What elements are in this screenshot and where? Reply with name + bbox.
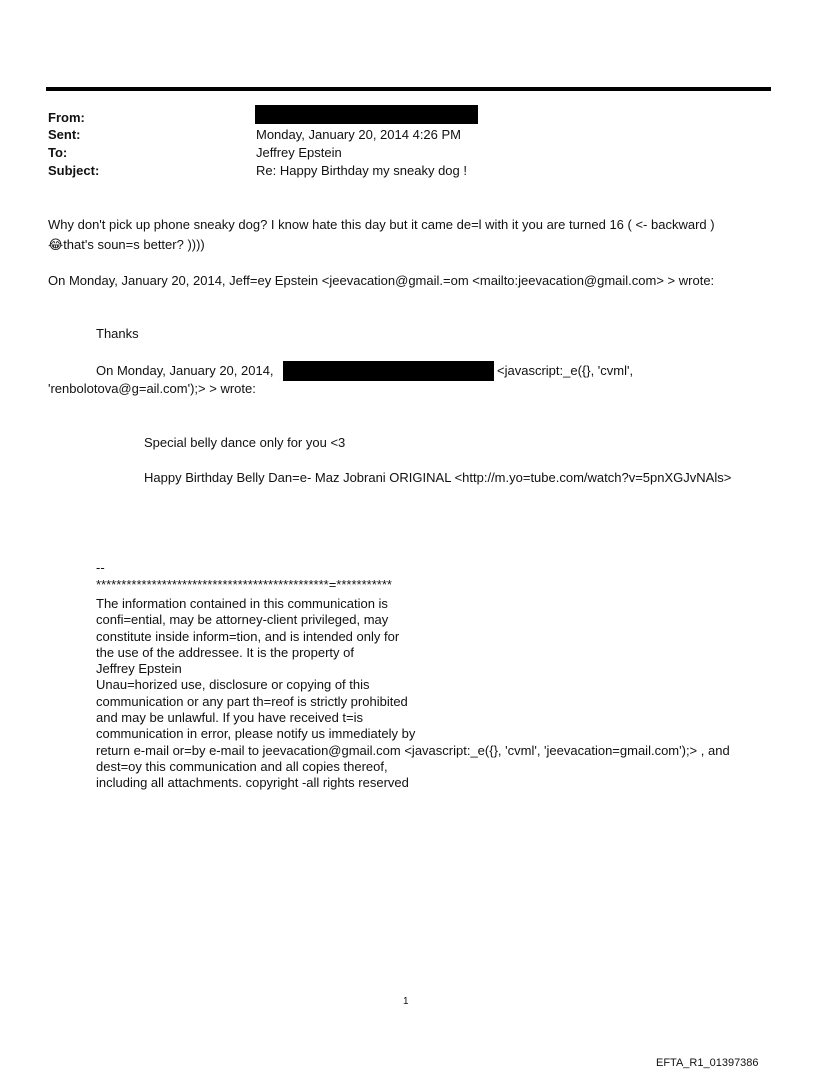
- quote-header-1: On Monday, January 20, 2014, Jeff=ey Epstein <jeevacation@gmail.=om <mailto:jeevacation@gmail.com> > wrote:: [48, 273, 715, 288]
- disclaimer-line: including all attachments. copyright -all rights reserved: [96, 775, 409, 791]
- special-text: Special belly dance only for you <3: [144, 435, 346, 450]
- from-label: From:: [48, 110, 85, 125]
- body-line-2: 😂that's soun=s better? )))): [48, 237, 205, 252]
- disclaimer-line: return e-mail or=by e-mail to jeevacation@gmail.com <javascript:_e({}, 'cvml', 'jeevacation=gmail.com');> , and: [96, 742, 730, 758]
- disclaimer-line: The information contained in this communication is: [96, 596, 388, 611]
- subject-value: Re: Happy Birthday my sneaky dog !: [256, 163, 467, 178]
- to-value: Jeffrey Epstein: [256, 145, 342, 160]
- disclaimer-line: confi=ential, may be attorney-client privileged, may: [96, 612, 389, 628]
- page-number: 1: [403, 996, 409, 1007]
- header-rule: [46, 87, 771, 91]
- disclaimer-line: the use of the addressee. It is the property of: [96, 644, 354, 660]
- quote-header-2-end: <javascript:_e({}, 'cvml',: [497, 363, 634, 378]
- sent-label: Sent:: [48, 127, 81, 142]
- sent-value: Monday, January 20, 2014 4:26 PM: [256, 127, 461, 142]
- to-label: To:: [48, 145, 68, 160]
- thanks-text: Thanks: [96, 326, 139, 341]
- signature-dashes: --: [96, 560, 105, 575]
- disclaimer-line: constitute inside inform=tion, and is intended only for: [96, 628, 400, 644]
- disclaimer-block: [96, 596, 730, 792]
- subject-label: Subject:: [48, 163, 100, 178]
- quote-header-2-cont: 'renbolotova@g=ail.com');> > wrote:: [48, 381, 256, 396]
- video-link-text: Happy Birthday Belly Dan=e- Maz Jobrani ORIGINAL <http://m.yo=tube.com/watch?v=5pnXGJvNAls>: [144, 470, 732, 485]
- quote-header-2-start: On Monday, January 20, 2014,: [96, 363, 274, 378]
- body-line-1: Why don't pick up phone sneaky dog? I know hate this day but it came de=l with it you are turned 16 ( <- backward ): [48, 217, 715, 232]
- disclaimer-line: Jeffrey Epstein: [96, 661, 182, 677]
- bates-number: EFTA_R1_01397386: [656, 1057, 759, 1069]
- disclaimer-stars: **********************************************=***********: [96, 577, 392, 592]
- disclaimer-line: communication or any part th=reof is strictly prohibited: [96, 693, 408, 709]
- disclaimer-line: and may be unlawful. If you have received t=is: [96, 710, 364, 726]
- disclaimer-line: communication in error, please notify us immediately by: [96, 726, 416, 742]
- redacted-name: [283, 361, 494, 381]
- redacted-sender: [255, 105, 478, 124]
- disclaimer-line: dest=oy this communication and all copies thereof,: [96, 758, 388, 774]
- disclaimer-line: Unau=horized use, disclosure or copying of this: [96, 677, 370, 693]
